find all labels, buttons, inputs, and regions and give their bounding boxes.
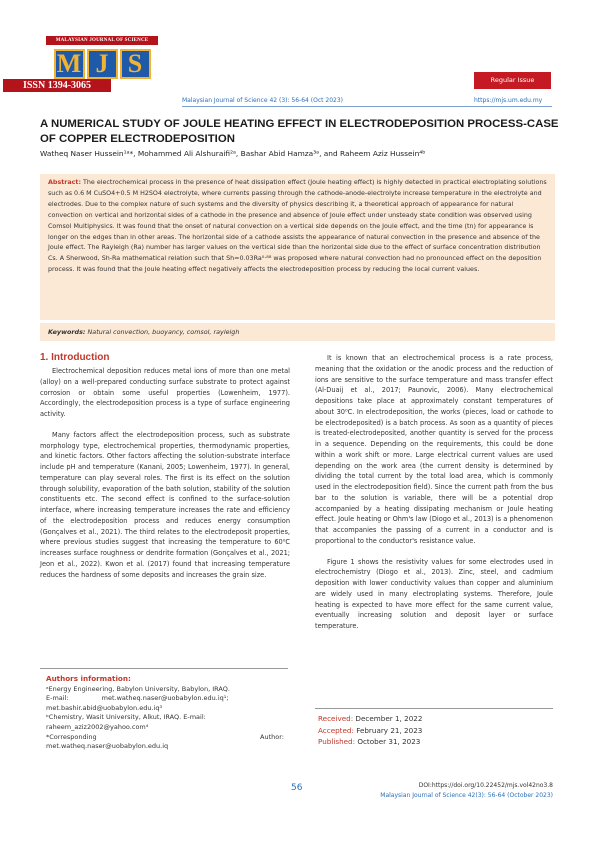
date-published	[318, 736, 422, 748]
corresponding-author-row	[46, 733, 284, 743]
paragraph: Figure 1 shows the resistivity values for some electrodes used in electrochemistry (Diogo et al., 2013). Zinc, steel, and cadmium deposition with lower conductivity values than copper and aluminium are widely used in many electroplating systems. Therefore, Joule heating is expected to have more effect for the same current value, eventually increasing solution and deposit layer or surface temperature.	[315, 557, 553, 630]
journal-url-link[interactable]: https://mjs.um.edu.my	[474, 97, 543, 104]
date-value: October 31, 2023	[357, 737, 421, 746]
logo-letter-j: J	[87, 49, 118, 79]
keywords-text: Natural convection, buoyancy, comsol, rayleigh	[87, 328, 240, 336]
header-divider	[182, 106, 552, 107]
abstract-label: Abstract:	[48, 179, 81, 186]
doi-link[interactable]: DOI:https://doi.org/10.22452/mjs.vol42no3.8	[418, 782, 553, 789]
page-number: 56	[291, 783, 303, 793]
footer-doi	[380, 781, 553, 801]
left-column	[40, 352, 290, 590]
date-label: Received:	[318, 714, 354, 723]
date-received	[318, 713, 422, 725]
footer-journal-ref: Malaysian Journal of Science 42(3): 56-64 (October 2023)	[380, 792, 553, 799]
date-accepted	[318, 725, 422, 737]
paragraph: Electrochemical deposition reduces metal ions of more than one metal (alloy) on a well-prepared conducting surface substrate to protect against corrosion or obtain some useful properties (Lowenheim, 1977). Accordingly, the electrodeposition process is a type of surface engineering activity.	[40, 367, 290, 418]
right-column	[315, 353, 553, 642]
logo-letter-m: M	[54, 49, 85, 79]
abstract-text: The electrochemical process in the presence of heat dissipation effect (Joule heating effect) is highly detected in practical electroplating solutions such as 0.6 M CuSO4+0.5 M H2SO4 electrolyte, where currents passing through the cathode-anode-electrolyte increase temperature in the electrolyte and electrodes. Due to the complex nature of such systems and the diversity of physics describing it, a theoretical approach of appearance for natural convection on vertical and horizontal sides of a cathode in the presence and absence of Joule effect under unsteady state condition was observed using Comsol Multiphysics. It was found that the onset of natural convection on a vertical side depends on the Joule effect, and the time (tn) for appearance is longer on the edges than in other areas. The horizontal side of a cathode assists the appearance of natural convection in the presence and absence of the Joule effect. The Rayleigh (Ra) number has larger values on the vertical side than the horizontal side due to the effect of surface concentration distribution Cs. A Sherwood, Sh-Ra mathematical relation such that Sh=0.03Ra⁰·⁸⁸ was proposed where natural convection had no pronounced effect on the deposition process. It was found that the Joule heating effect negatively affects the electrodeposition process by reducing the local current values.	[48, 179, 547, 274]
authors-info-line: met.bashir.abid@uobabylon.edu.iq³	[46, 703, 163, 712]
date-label: Published:	[318, 737, 356, 746]
publication-dates	[318, 713, 422, 748]
regular-issue-badge: Regular Issue	[474, 72, 551, 89]
logo-letter-s: S	[120, 49, 151, 79]
dates-divider	[315, 708, 553, 709]
keywords-label: Keywords:	[48, 328, 86, 336]
author-label: Author:	[260, 732, 284, 741]
keywords-box	[40, 323, 555, 341]
authors-info-divider	[40, 668, 288, 669]
corresponding-label: *Corresponding	[46, 732, 97, 741]
authors-info-line: ᵇChemistry, Wasit University, Alkut, IRAQ. E-mail:	[46, 713, 206, 722]
section-heading-introduction: 1. Introduction	[40, 352, 110, 363]
journal-reference: Malaysian Journal of Science 42 (3): 56-64 (Oct 2023)	[182, 97, 343, 104]
authors-info-heading: Authors information:	[46, 674, 131, 683]
date-value: February 21, 2023	[356, 725, 423, 735]
logo-banner: MALAYSIAN JOURNAL OF SCIENCE	[46, 36, 158, 45]
paragraph: Many factors affect the electrodeposition process, such as substrate morphology type, electrochemical properties, thermodynamic properties, and kinetic factors. Other factors affecting the solution-substrate interface include pH and temperature (Kanani, 2005; Lowenheim, 1977). In general, temperature can play several roles. The first is its effect on the solution through solubility, evaporation of the bath solution, stability of the solution constituents etc. The second effect is confined to the surface-solution interface, where increasing temperature increases the rate and efficiency of the electrodeposition process and reduces energy consumption (Gonçalves et al., 2021). The third relates to the electrodeposit properties, where previous studies suggest that increasing the temperature to 60⁰C increases surface roughness or dendrite formation (Gonçalves et al., 2021; Jeon et al., 2022). Kwon et al. (2017) found that increasing temperature reduces the hardness of some deposits and increases the grain size.	[40, 430, 290, 579]
paragraph: It is known that an electrochemical process is a rate process, meaning that the oxidation or the anodic process and the reduction of ions are sensitive to the surface temperature and mass transfer effect (Al-Duaij et al., 2017; Paunovic, 2006). Many electrochemical depositions take place at approximately constant temperatures of about 30⁰C. In electrodeposition, the works (pieces, load or cathode to be electrodeposited) is a batch process. As soon as a quantity of pieces is treated-electrodeposited, another quantity is served for the process in a sequence. Depending on the requirements, this could be done within a work shift or more. Large electrical current values are used depending on the work area (the current density is determined by dividing the total current by the total load area, which is commonly used in the electrodeposition field). Since the current path from the bus bar to the solution is variable, there will be a potential drop accompanied by a heating dissipating mechanism or Joule heating effect. Joule heating or Ohm's law (Diogo et al., 2013) is a phenomenon that accompanies the passing of a current in a conductor and is proportional to the conductor's resistance value.	[315, 354, 553, 545]
corresponding-email-link[interactable]: met.watheq.naser@uobabylon.edu.iq	[46, 742, 169, 751]
authors-info-line: E-mail: met.watheq.naser@uobabylon.edu.iq¹;	[46, 694, 229, 703]
logo-issn: ISSN 1394-3065	[3, 79, 111, 92]
date-label: Accepted:	[318, 725, 354, 735]
authors-info-line: raheem_aziz2002@yahoo.com⁴	[46, 722, 149, 731]
logo-letters	[46, 49, 158, 79]
author-list: Watheq Naser Hussein¹ᵃ*, Mohammed Ali Alshuraifi²ᵃ, Bashar Abid Hamza³ᵃ, and Raheem Aziz Hussein⁴ᵇ	[40, 149, 426, 158]
date-value: December 1, 2022	[355, 714, 423, 723]
abstract-box	[40, 174, 555, 320]
authors-info	[46, 674, 284, 752]
authors-info-line: ᵃEnergy Engineering, Babylon University, Babylon, IRAQ.	[46, 684, 230, 693]
article-title: A NUMERICAL STUDY OF JOULE HEATING EFFECT IN ELECTRODEPOSITION PROCESS-CASE OF COPPER ELECTRODEPOSITION	[40, 118, 559, 145]
